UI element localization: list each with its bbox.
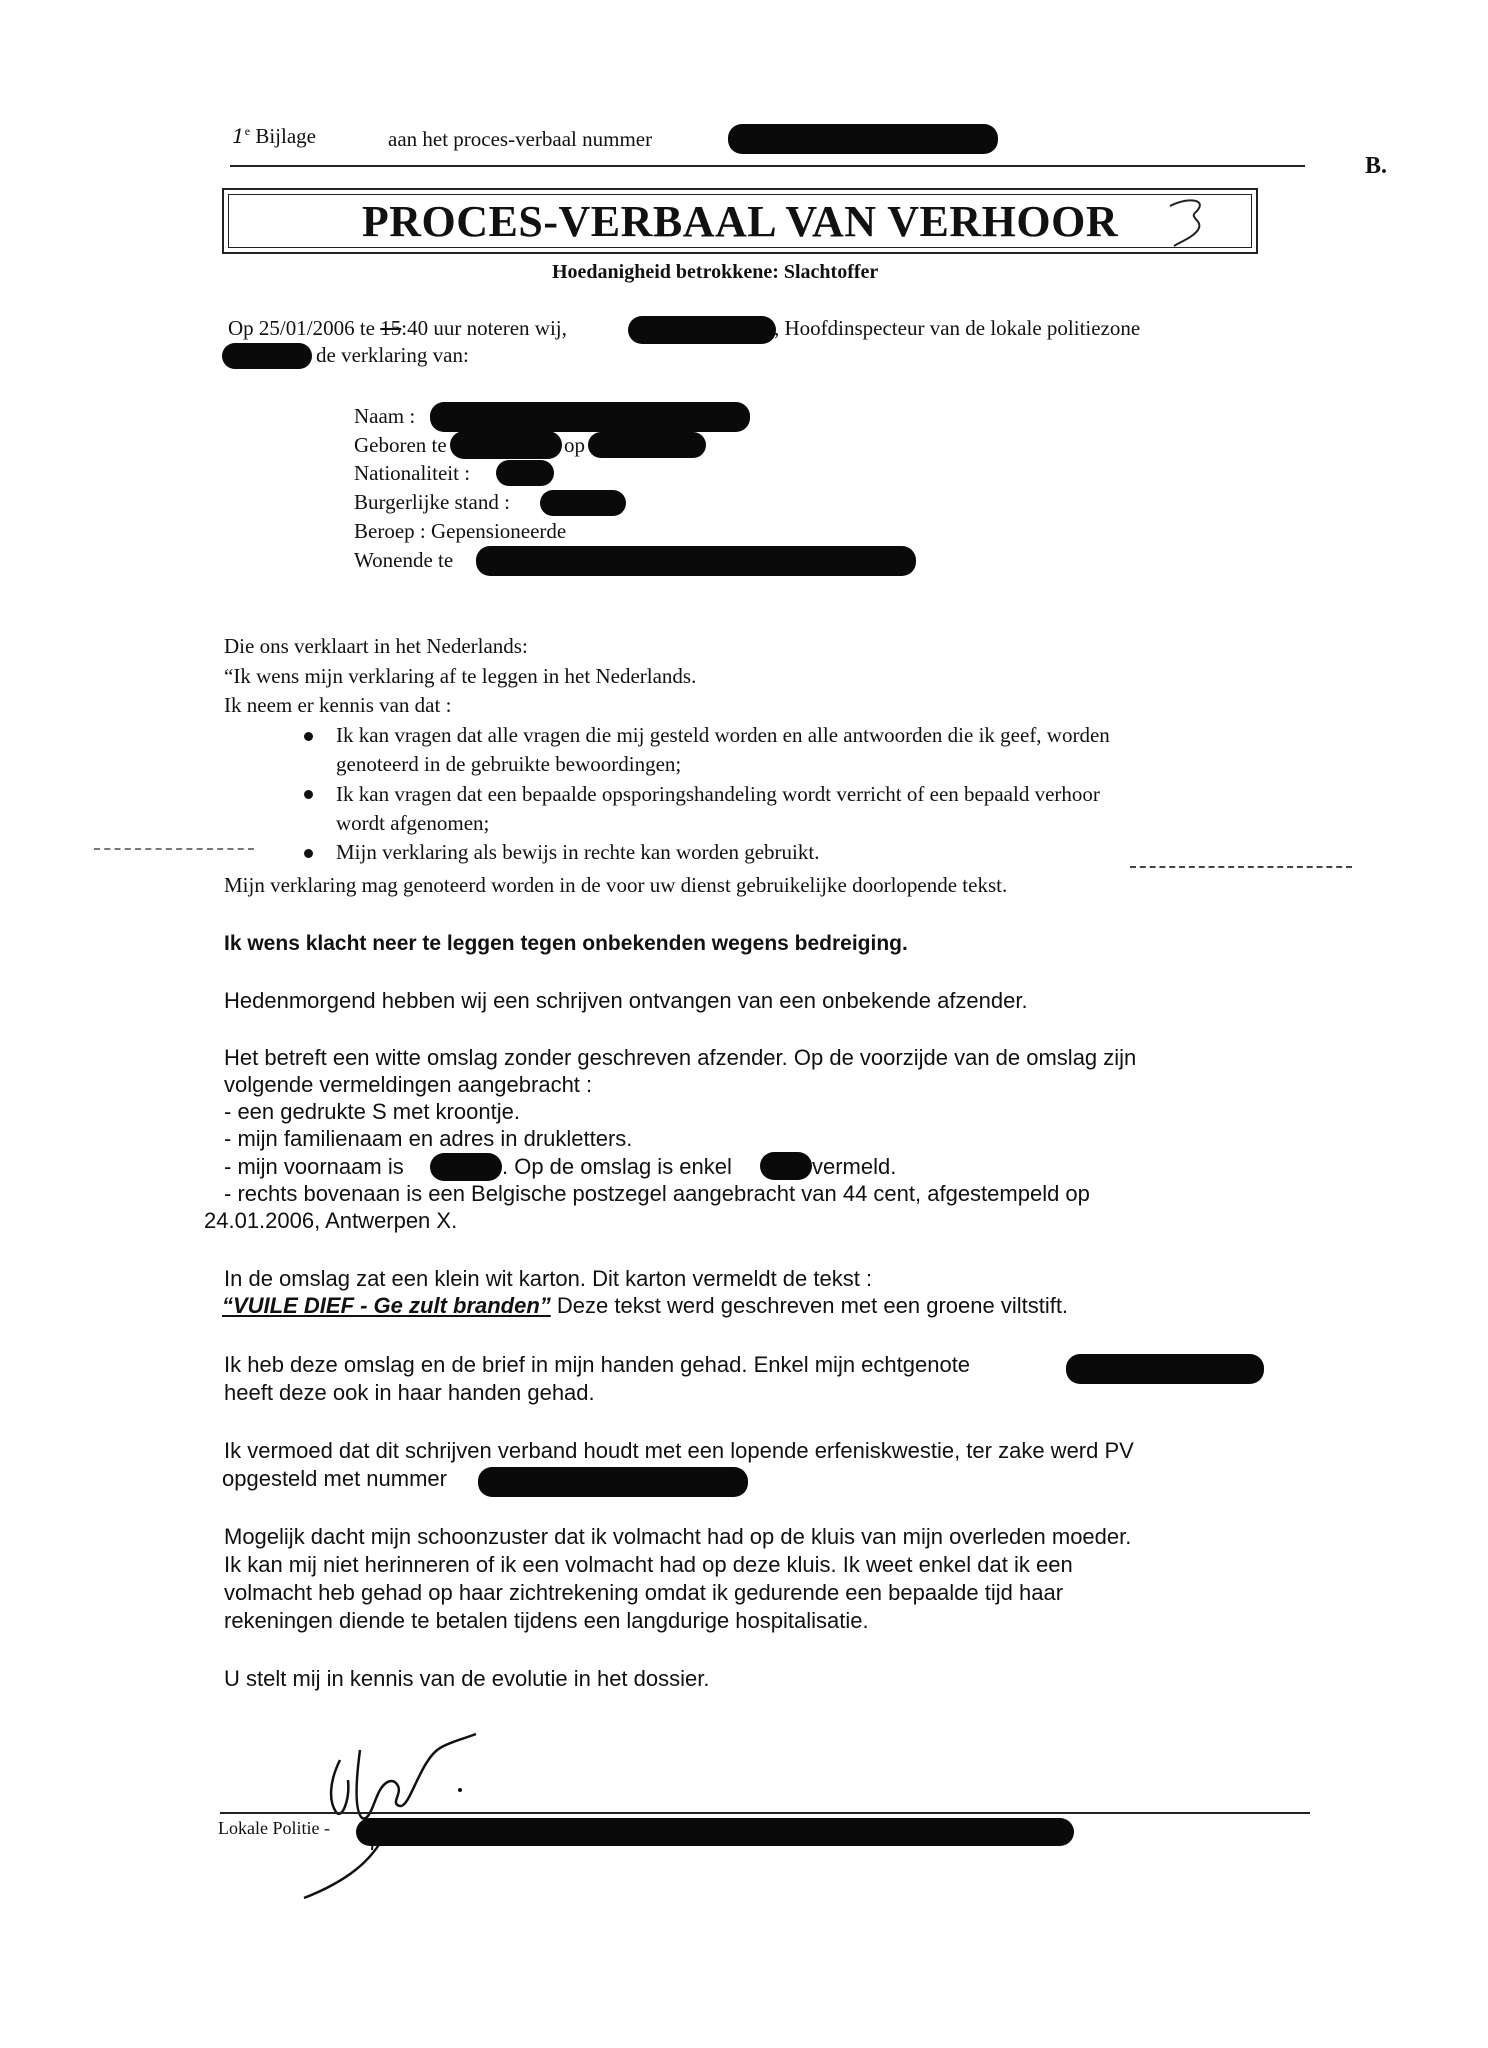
annex-label: Bijlage <box>255 124 316 148</box>
annex-header: 1e Bijlage <box>232 124 316 148</box>
annex-number: 1 <box>232 124 245 148</box>
statement-p4-l1: Ik heb deze omslag en de brief in mijn handen gehad. Enkel mijn echtgenote <box>224 1352 971 1377</box>
statement-p6-l4: rekeningen diende te betalen tijdens een langdurige hospitalisatie. <box>224 1608 869 1633</box>
redaction-name <box>430 402 750 432</box>
identity-nationality-label: Nationaliteit : <box>354 461 471 485</box>
statement-p2-l3: - een gedrukte S met kroontje. <box>224 1099 520 1124</box>
bullet-2 <box>304 790 313 799</box>
decl-bullet-3: Mijn verklaring als bewijs in rechte kan worden gebruikt. <box>336 840 820 864</box>
identity-birth-op: op <box>564 433 585 457</box>
statement-p3-l2: “VUILE DIEF - Ge zult branden” Deze tekst werd geschreven met een groene viltstift. <box>222 1293 1069 1318</box>
statement-p3-l1: In de omslag zat een klein wit karton. Dit karton vermeldt de tekst : <box>224 1266 873 1291</box>
decl-bullet-2a: Ik kan vragen dat een bepaalde opsporingshandeling wordt verricht of een bepaald verhoor <box>336 782 1100 806</box>
redaction-pv-number <box>728 124 998 154</box>
bullet-3 <box>304 849 313 858</box>
intro-line-1-end: , Hoofdinspecteur van de lokale politiezone <box>774 316 1141 340</box>
redaction-birthplace <box>450 431 562 459</box>
handwritten-signature <box>290 1720 490 1900</box>
identity-birthplace-label: Geboren te <box>354 433 447 457</box>
redaction-zone <box>222 343 312 369</box>
intro-line-2: de verklaring van: <box>316 343 469 367</box>
decl-line-3: Ik neem er kennis van dat : <box>224 693 452 717</box>
bullet-1 <box>304 732 313 741</box>
statement-p6-l1: Mogelijk dacht mijn schoonzuster dat ik volmacht had op de kluis van mijn overleden moeder. <box>224 1524 1132 1549</box>
redaction-nationality <box>496 460 554 486</box>
redaction-pv-reference <box>478 1467 748 1497</box>
decl-bullet-1b: genoteerd in de gebruikte bewoordingen; <box>336 752 682 776</box>
annex-text: aan het proces-verbaal nummer <box>388 127 653 151</box>
redaction-police-zone <box>356 1818 1074 1846</box>
statement-p2-l4: - mijn familienaam en adres in drukletters. <box>224 1126 633 1151</box>
copy-artifact-line-left <box>94 848 254 850</box>
page-title: PROCES-VERBAAL VAN VERHOOR <box>361 197 1119 246</box>
statement-p2-l5a: - mijn voornaam is <box>224 1154 404 1179</box>
statement-p2-l5c: vermeld. <box>812 1154 897 1179</box>
redaction-first-name-2 <box>760 1152 812 1180</box>
redaction-first-name <box>430 1153 502 1181</box>
statement-p6-l2: Ik kan mij niet herinneren of ik een volmacht had op deze kluis. Ik weet enkel dat ik een <box>224 1552 1073 1577</box>
statement-p2-l7: 24.01.2006, Antwerpen X. <box>204 1208 458 1233</box>
header-rule <box>230 165 1305 167</box>
redaction-spouse <box>1066 1354 1264 1384</box>
statement-heading: Ik wens klacht neer te leggen tegen onbekenden wegens bedreiging. <box>224 932 908 955</box>
identity-name-label: Naam : <box>354 404 416 428</box>
statement-p2-l6: - rechts bovenaan is een Belgische postzegel aangebracht van 44 cent, afgestempeld op <box>224 1181 1090 1206</box>
statement-p7: U stelt mij in kennis van de evolutie in het dossier. <box>224 1666 710 1691</box>
footer-rule <box>220 1812 1310 1814</box>
statement-p6-l3: volmacht heb gehad op haar zichtrekening omdat ik gedurende een bepaalde tijd haar <box>224 1580 1064 1605</box>
corner-mark: B. <box>1365 153 1388 179</box>
decl-bullet-2b: wordt afgenomen; <box>336 811 490 835</box>
identity-address-label: Wonende te <box>354 548 454 572</box>
decl-line-1: Die ons verklaart in het Nederlands: <box>224 634 528 658</box>
handwritten-mark-3 <box>1160 192 1220 252</box>
threat-quote: “VUILE DIEF - Ge zult branden” <box>222 1293 551 1318</box>
redaction-address <box>476 546 916 576</box>
decl-line-2: “Ik wens mijn verklaring af te leggen in het Nederlands. <box>224 664 697 688</box>
statement-p1: Hedenmorgend hebben wij een schrijven ontvangen van een onbekende afzender. <box>224 988 1028 1013</box>
footer-label: Lokale Politie - <box>218 1818 330 1838</box>
redaction-officer <box>628 316 776 344</box>
title-box <box>222 188 1258 254</box>
identity-profession: Beroep : Gepensioneerde <box>354 519 567 543</box>
statement-p2-l1: Het betreft een witte omslag zonder geschreven afzender. Op de voorzijde van de omslag zijn <box>224 1045 1137 1070</box>
decl-line-4: Mijn verklaring mag genoteerd worden in de voor uw dienst gebruikelijke doorlopende tekst. <box>224 873 1008 897</box>
redaction-birthdate <box>588 432 706 458</box>
identity-civil-label: Burgerlijke stand : <box>354 490 510 514</box>
decl-bullet-1a: Ik kan vragen dat alle vragen die mij gesteld worden en alle antwoorden die ik geef, worden <box>336 723 1110 747</box>
intro-line-1: Op 25/01/2006 te 15:40 uur noteren wij, <box>228 316 567 340</box>
copy-artifact-line <box>1130 866 1352 868</box>
subtitle: Hoedanigheid betrokkene: Slachtoffer <box>552 261 879 283</box>
statement-p4-l2: heeft deze ook in haar handen gehad. <box>224 1380 595 1405</box>
statement-p2-l5b: . Op de omslag is enkel <box>502 1154 732 1179</box>
statement-p2-l2: volgende vermeldingen aangebracht : <box>224 1072 593 1097</box>
statement-p5-l1: Ik vermoed dat dit schrijven verband houdt met een lopende erfeniskwestie, ter zake werd PV <box>224 1438 1134 1463</box>
redaction-civil <box>540 490 626 516</box>
statement-p5-l2: opgesteld met nummer <box>222 1466 447 1491</box>
